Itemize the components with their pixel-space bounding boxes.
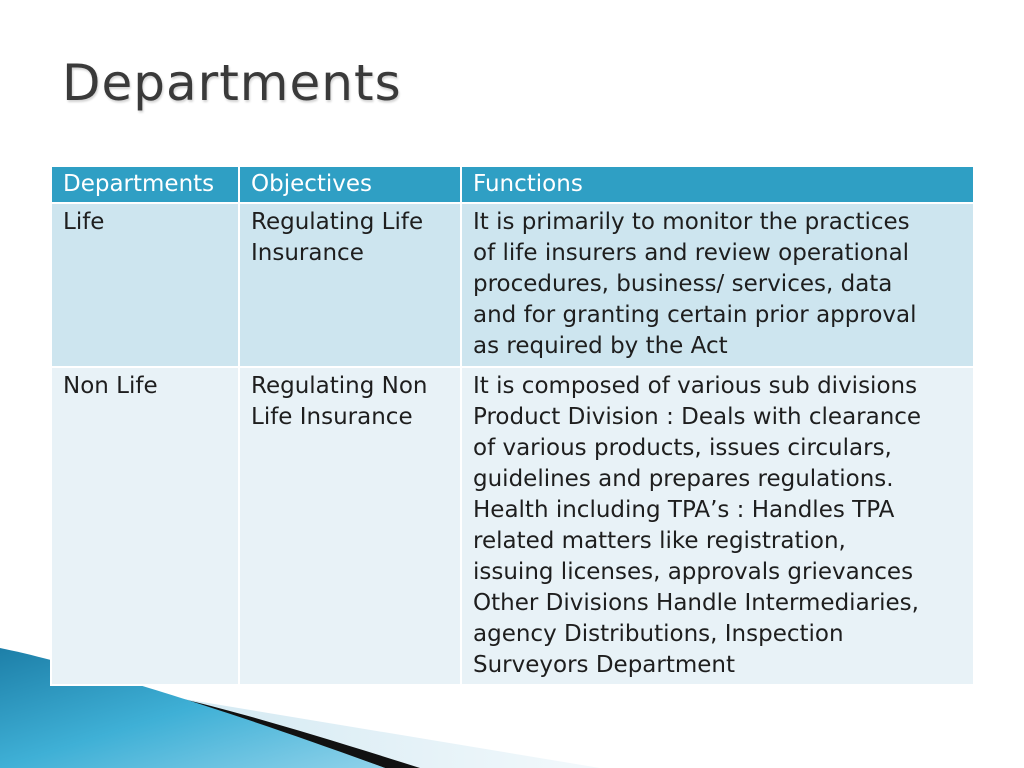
function-line: and for granting certain prior approval bbox=[473, 302, 917, 328]
function-line: guidelines and prepares regulations. bbox=[473, 466, 894, 492]
function-line: It is primarily to monitor the practices bbox=[473, 209, 910, 235]
function-line: Health including TPA’s : Handles TPA bbox=[473, 497, 895, 523]
function-line: Surveyors Department bbox=[473, 652, 736, 678]
department-cell: Life bbox=[51, 203, 239, 367]
function-line: agency Distributions, Inspection bbox=[473, 621, 844, 647]
function-line: procedures, business/ services, data bbox=[473, 271, 893, 297]
header-functions: Functions bbox=[461, 166, 974, 203]
departments-table bbox=[50, 165, 975, 686]
header-departments: Departments bbox=[51, 166, 239, 203]
header-objectives: Objectives bbox=[239, 166, 461, 203]
slide-title: Departments bbox=[62, 54, 402, 112]
function-line: of life insurers and review operational bbox=[473, 240, 910, 266]
table-header-row bbox=[51, 166, 974, 203]
table-row bbox=[51, 367, 974, 685]
objective-cell: Regulating Non Life Insurance bbox=[239, 367, 461, 685]
objective-cell: Regulating Life Insurance bbox=[239, 203, 461, 367]
table-row bbox=[51, 203, 974, 367]
functions-cell bbox=[461, 367, 974, 685]
function-line: of various products, issues circulars, bbox=[473, 435, 892, 461]
function-line: related matters like registration, bbox=[473, 528, 846, 554]
function-line: It is composed of various sub divisions bbox=[473, 373, 918, 399]
function-line: issuing licenses, approvals grievances bbox=[473, 559, 914, 585]
functions-cell bbox=[461, 203, 974, 367]
function-line: Product Division : Deals with clearance bbox=[473, 404, 922, 430]
department-cell: Non Life bbox=[51, 367, 239, 685]
function-line: Other Divisions Handle Intermediaries, bbox=[473, 590, 919, 616]
function-line: as required by the Act bbox=[473, 333, 728, 359]
